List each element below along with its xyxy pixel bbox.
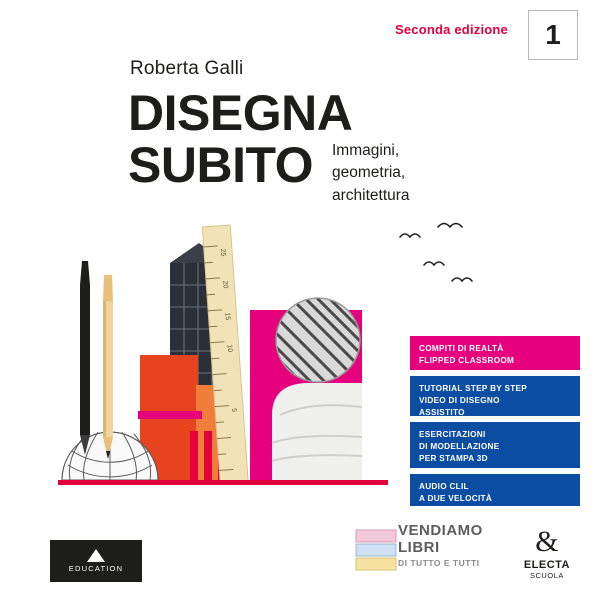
electa-subtitle: SCUOLA xyxy=(529,571,564,580)
volume-number: 1 xyxy=(545,19,561,50)
ground-line xyxy=(58,480,388,485)
info-line: ESERCITAZIONI xyxy=(419,430,486,439)
svg-text:25: 25 xyxy=(218,248,227,257)
publisher-logo-mondadori-education xyxy=(50,540,142,582)
pencil xyxy=(103,275,113,459)
info-box-audio-clil xyxy=(410,474,580,506)
subtitle-line-2: geometria, xyxy=(332,164,406,182)
info-box-modellazione xyxy=(410,422,580,468)
svg-text:15: 15 xyxy=(223,312,231,321)
title-line-2: SUBITO xyxy=(128,137,313,193)
info-box-tutorial xyxy=(410,376,580,416)
info-box-compiti-realta xyxy=(410,336,580,370)
svg-text:10: 10 xyxy=(225,344,234,353)
info-line: TUTORIAL STEP BY STEP xyxy=(419,384,528,393)
subtitle xyxy=(332,140,410,207)
svg-text:5: 5 xyxy=(230,408,238,413)
info-line: DI MODELLAZIONE xyxy=(419,441,500,451)
title-line-1: DISEGNA xyxy=(128,85,353,141)
info-line: A DUE VELOCITÀ xyxy=(419,493,493,503)
museum-building xyxy=(272,383,362,480)
info-line: AUDIO CLIL xyxy=(419,482,469,491)
publisher-logo-electa-scuola xyxy=(524,527,570,580)
subtitle-line-3: architettura xyxy=(332,186,410,204)
mondadori-triangle-icon xyxy=(87,549,105,562)
electa-name: ELECTA xyxy=(523,559,570,571)
magenta-stripe xyxy=(138,411,202,419)
subtitle-line-1: Immagini, xyxy=(332,142,400,159)
info-line: FLIPPED CLASSROOM xyxy=(419,355,515,365)
ampersand-icon: & xyxy=(535,525,559,558)
pen xyxy=(80,261,90,455)
publisher-name: EDUCATION xyxy=(68,564,124,573)
volume-number-box xyxy=(528,10,578,60)
info-line: VIDEO DI DISEGNO xyxy=(419,395,500,405)
info-line: PER STAMPA 3D xyxy=(419,453,488,463)
watermark-line-1: VENDIAMO xyxy=(398,522,483,539)
edition-label: Seconda edizione xyxy=(394,22,508,37)
watermark-line-2: LIBRI xyxy=(398,539,440,556)
author-name: Roberta Galli xyxy=(130,58,244,79)
svg-text:20: 20 xyxy=(221,280,229,289)
info-line: ASSISTITO xyxy=(419,407,465,417)
birds-icon xyxy=(400,224,472,282)
info-line: COMPITI DI REALTÀ xyxy=(419,344,504,353)
watermark-line-3: DI TUTTO E TUTTI xyxy=(398,558,480,568)
